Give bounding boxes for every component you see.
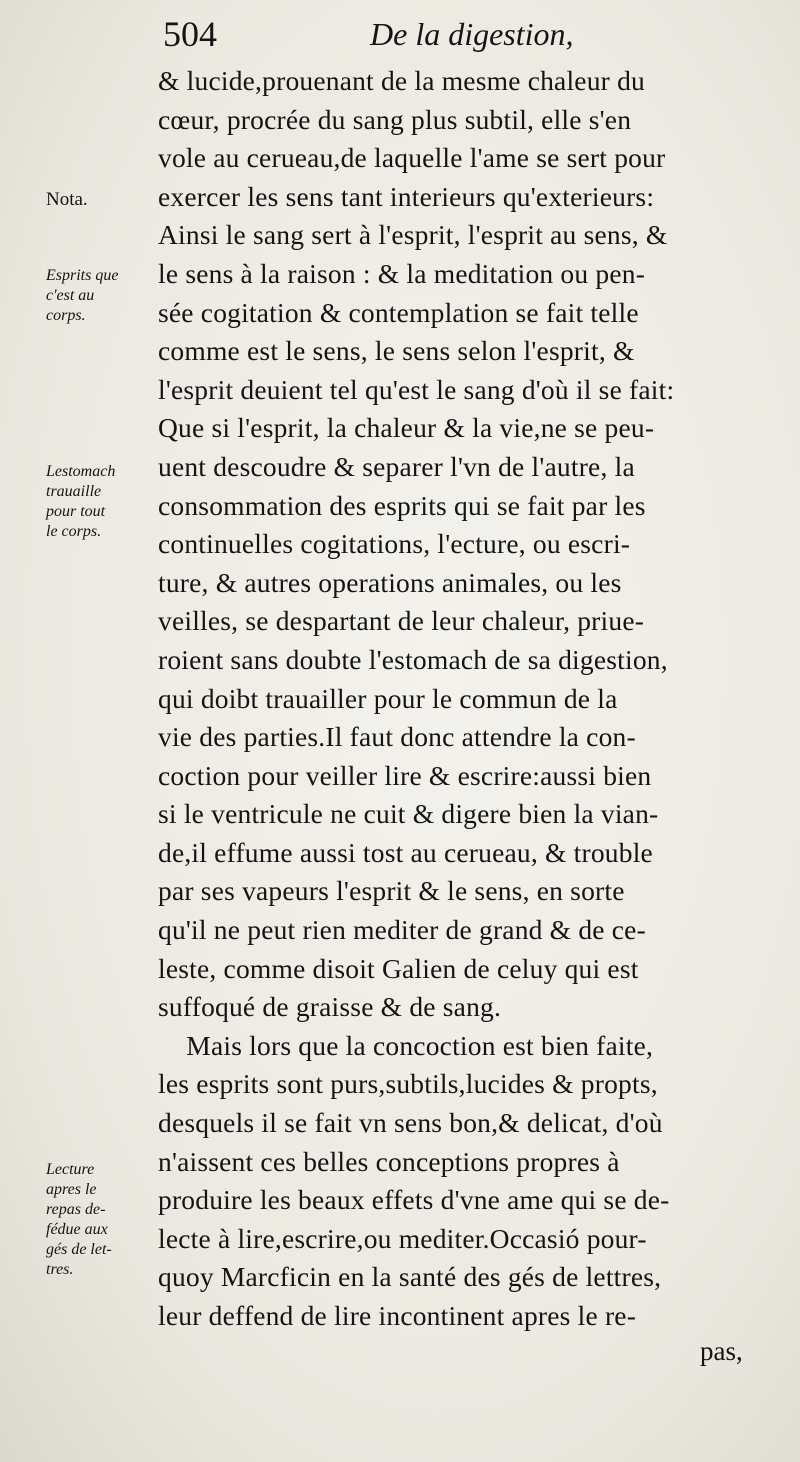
text-line: veilles, se despartant de leur chaleur, priue- bbox=[158, 605, 645, 637]
text-line: l'esprit deuient tel qu'est le sang d'où il se fait: bbox=[158, 373, 675, 405]
text-line: ture, & autres operations animales, ou les bbox=[158, 566, 622, 598]
text-line: suffoqué de graisse & de sang. bbox=[158, 991, 502, 1023]
margin-note-line: Esprits que bbox=[46, 267, 119, 284]
margin-note-line: gés de let- bbox=[46, 1241, 112, 1258]
text-line: roient sans doubte l'estomach de sa digestion, bbox=[158, 643, 668, 675]
margin-note-nota bbox=[46, 190, 158, 210]
text-line: consommation des esprits qui se fait par les bbox=[158, 489, 646, 521]
text-line: continuelles cogitations, l'ecture, ou escri- bbox=[158, 528, 631, 560]
running-title: De la digestion, bbox=[370, 16, 574, 52]
margin-note-line: fédue aux bbox=[46, 1221, 108, 1238]
text-line: desquels il se fait vn sens bon,& delicat, d'où bbox=[158, 1107, 663, 1139]
margin-note-estomach bbox=[46, 462, 158, 542]
margin-note-line: trauaille bbox=[46, 483, 102, 500]
text-line: sée cogitation & contemplation se fait telle bbox=[158, 296, 639, 328]
text-line: les esprits sont purs,subtils,lucides & propts, bbox=[158, 1068, 658, 1100]
text-line: lecte à lire,escrire,ou mediter.Occasió pour- bbox=[158, 1222, 647, 1254]
text-line: comme est le sens, le sens selon l'esprit, & bbox=[158, 335, 635, 367]
margin-note-esprits bbox=[46, 266, 158, 326]
margin-note-line: Lestomach bbox=[46, 463, 116, 480]
margin-note-lecture bbox=[46, 1160, 158, 1280]
text-line: quoy Marcficin en la santé des gés de lettres, bbox=[158, 1261, 662, 1293]
main-text-block bbox=[158, 62, 758, 1336]
text-line: qui doibt trauailler pour le commun de la bbox=[158, 682, 618, 714]
text-line: cœur, procrée du sang plus subtil, elle s'en bbox=[158, 103, 632, 135]
margin-note-line: le corps. bbox=[46, 523, 102, 540]
text-line: vole au cerueau,de laquelle l'ame se sert pour bbox=[158, 142, 666, 174]
margin-note-line: c'est au bbox=[46, 287, 95, 304]
text-line: leur deffend de lire incontinent apres le re- bbox=[158, 1300, 637, 1331]
bleed-through-shadow bbox=[38, 70, 43, 96]
text-line: de,il effume aussi tost au cerueau, & trouble bbox=[158, 836, 653, 868]
text-line: & lucide,prouenant de la mesme chaleur du bbox=[158, 65, 645, 96]
text-line: si le ventricule ne cuit & digere bien la vian- bbox=[158, 798, 659, 830]
margin-note-line: repas de- bbox=[46, 1201, 106, 1218]
text-line: qu'il ne peut rien mediter de grand & de ce- bbox=[158, 914, 646, 946]
margin-note-line: Lecture bbox=[46, 1161, 95, 1178]
text-line: leste, comme disoit Galien de celuy qui est bbox=[158, 952, 639, 984]
text-line: Que si l'esprit, la chaleur & la vie,ne se peu- bbox=[158, 412, 655, 444]
text-line: Ainsi le sang sert à l'esprit, l'esprit au sens, & bbox=[158, 219, 668, 251]
text-line: produire les beaux effets d'vne ame qui se de- bbox=[158, 1184, 670, 1216]
margin-note-line: Nota. bbox=[46, 189, 88, 210]
margin-note-line: apres le bbox=[46, 1181, 97, 1198]
margin-note-line: corps. bbox=[46, 307, 86, 324]
text-line: exercer les sens tant interieurs qu'exterieurs: bbox=[158, 180, 655, 212]
text-line: Mais lors que la concoction est bien faite, bbox=[158, 1029, 654, 1061]
text-line: uent descoudre & separer l'vn de l'autre, la bbox=[158, 450, 635, 482]
page-number: 504 bbox=[163, 14, 217, 54]
text-line: coction pour veiller lire & escrire:aussi bien bbox=[158, 759, 652, 791]
text-line: n'aissent ces belles conceptions propres à bbox=[158, 1145, 620, 1177]
text-line: par ses vapeurs l'esprit & le sens, en sorte bbox=[158, 875, 625, 907]
margin-note-line: pour tout bbox=[46, 503, 106, 520]
catchword: pas, bbox=[700, 1336, 743, 1366]
text-line: vie des parties.Il faut donc attendre la con- bbox=[158, 721, 636, 753]
margin-note-line: tres. bbox=[46, 1261, 74, 1278]
text-line: le sens à la raison : & la meditation ou pen- bbox=[158, 257, 646, 289]
